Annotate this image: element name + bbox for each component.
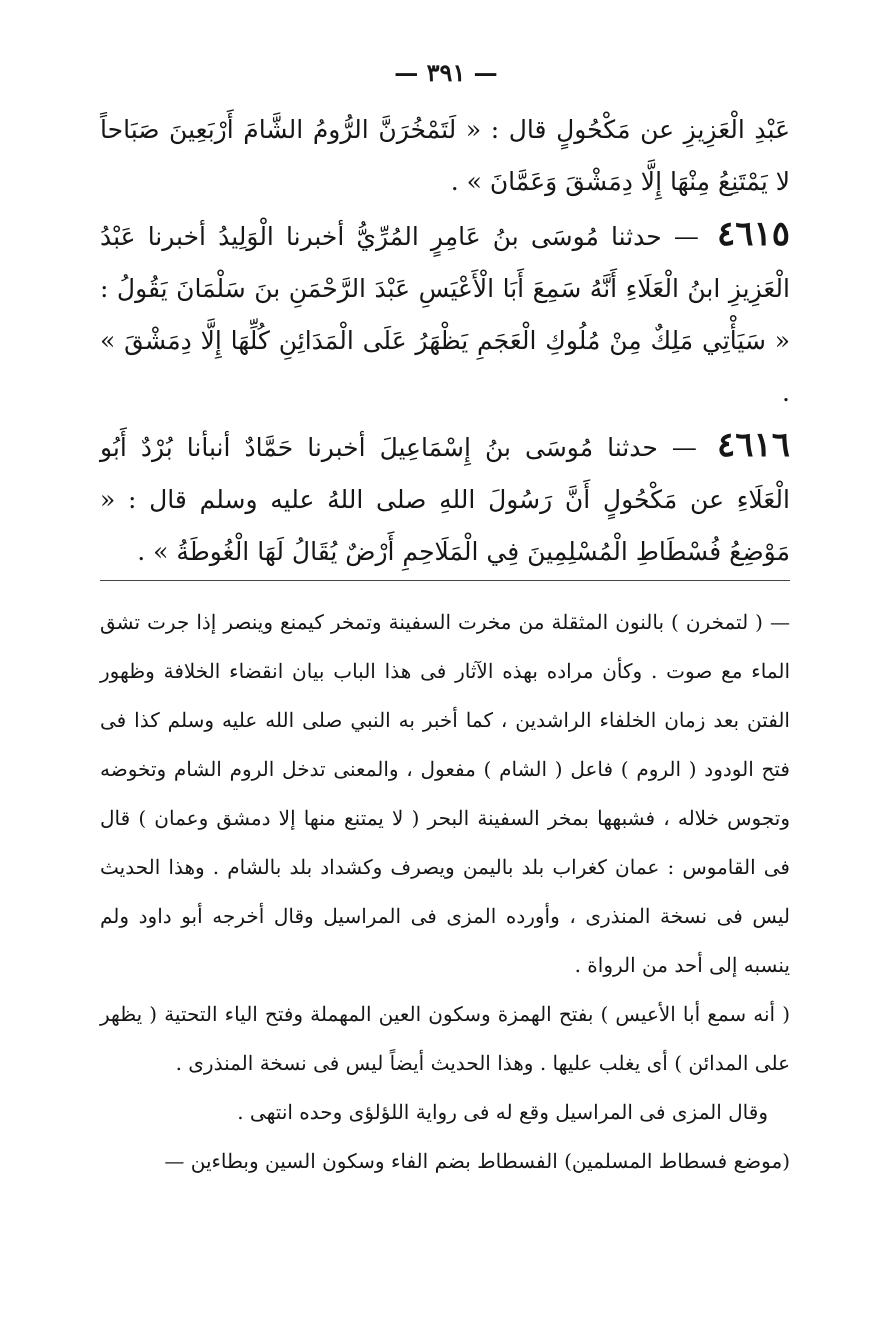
hadith-number: ٤٦١٥ bbox=[716, 214, 790, 254]
commentary-paragraph: — ( لتمخرن ) بالنون المثقلة من مخرت السفينة وتمخر كيمنع وينصر إذا جرت تشق الماء مع صوت . وكأن مراده بهذه الآثار فى هذا الباب بيان انقضاء الخلافة وظهور الفتن بعد زمان الخلفاء الراشدين ، كما أخبر به النبي صلى الله عليه وسلم كذا فى فتح الودود ( الروم ) فاعل ( الشام ) مفعول ، والمعنى تدخل الروم الشام وتخوضه وتجوس خلاله ، فشبهها بمخر السفينة البحر ( لا يمتنع منها إلا دمشق وعمان ) قال فى القاموس : عمان كغراب بلد باليمن ويصرف وكشداد بلد بالشام . وهذا الحديث ليس فى نسخة المنذرى ، وأورده المزى فى المراسيل وقال أخرجه أبو داود ولم ينسبه إلى أحد من الرواة . bbox=[100, 610, 790, 977]
commentary-paragraph: ( أنه سمع أبا الأعيس ) بفتح الهمزة وسكون العين المهملة وفتح الياء التحتية ( يظهر على المدائن ) أى يغلب عليها . وهذا الحديث أيضاً ليس فى نسخة المنذرى . bbox=[100, 1002, 790, 1075]
hadith-continuation bbox=[100, 104, 790, 208]
hadith-body: — حدثنا مُوسَى بنُ إِسْمَاعِيلَ أخبرنا حَمَّادٌ أنبأنا بُرْدٌ أَبُو الْعَلَاءِ عن مَكْحُولٍ أَنَّ رَسُولَ اللهِ صلى اللهُ عليه وسلم قال : « مَوْضِعُ فُسْطَاطِ الْمُسْلِمِينَ فِي الْمَلَاحِمِ أَرْضٌ يُقَالُ لَهَا الْغُوطَةُ » . bbox=[100, 433, 790, 566]
commentary-paragraph: (موضع فسطاط المسلمين) الفسطاط بضم الفاء وسكون السين وبطاءين — bbox=[164, 1149, 790, 1173]
footnote-separator bbox=[100, 580, 790, 581]
hadith-text-block bbox=[100, 104, 790, 578]
hadith-number: ٤٦١٦ bbox=[716, 425, 791, 465]
commentary-paragraph: وقال المزى فى المراسيل وقع له فى رواية اللؤلؤى وحده انتهى . bbox=[237, 1100, 768, 1124]
hadith-body: عَبْدِ الْعَزِيزِ عن مَكْحُولٍ قال : « لَتَمْخُرَنَّ الرُّومُ الشَّامَ أَرْبَعِينَ صَبَاحاً لا يَمْتَنِعُ مِنْهَا إِلَّا دِمَشْقَ وَعَمَّانَ » . bbox=[100, 115, 790, 196]
page-number: — ٣٩١ — bbox=[394, 58, 498, 87]
commentary-block bbox=[100, 598, 790, 1186]
hadith-4615 bbox=[100, 208, 790, 419]
hadith-4616 bbox=[100, 419, 790, 578]
hadith-body: — حدثنا مُوسَى بنُ عَامِرٍ المُرِّيُّ أخبرنا الْوَلِيدُ أخبرنا عَبْدُ الْعَزِيزِ ابنُ الْعَلَاءِ أَنَّهُ سَمِعَ أَبَا الْأَعْيَسِ عَبْدَ الرَّحْمَنِ بنَ سَلْمَانَ يَقُولُ : « سَيَأْتِي مَلِكٌ مِنْ مُلُوكِ الْعَجَمِ يَظْهَرُ عَلَى الْمَدَائِنِ كُلِّهَا إِلَّا دِمَشْقَ » . bbox=[100, 222, 790, 407]
